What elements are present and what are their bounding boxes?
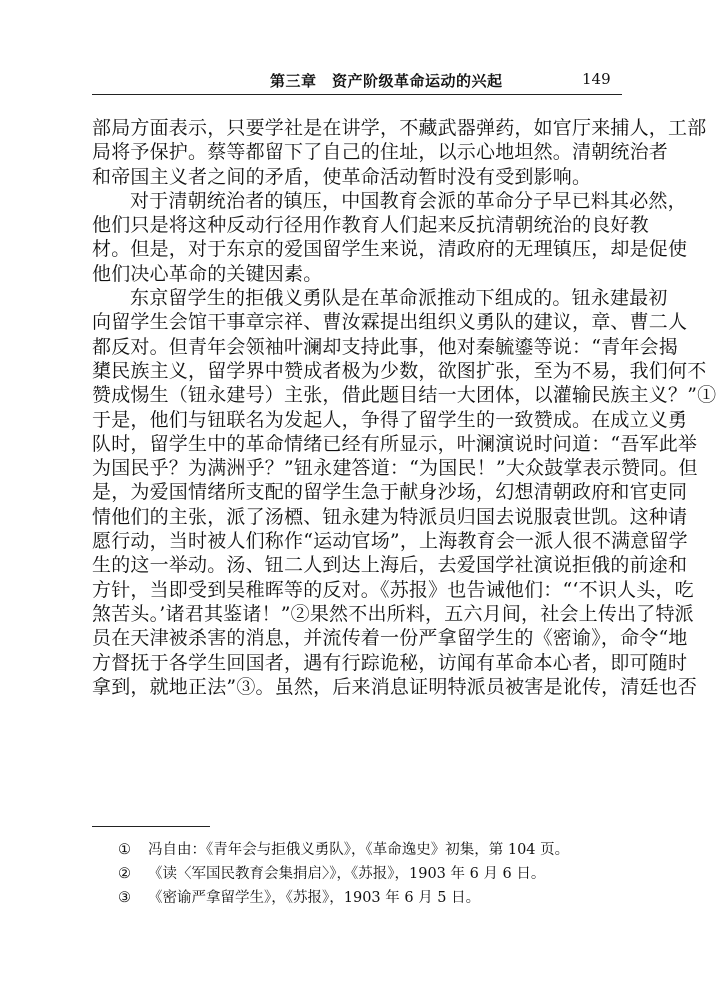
footnote-mark: ③: [118, 890, 131, 906]
text-line: 向留学生会馆干事章宗祥、曹汝霖提出组织义勇队的建议，章、曹二人: [92, 311, 688, 334]
text-line: 队时，留学生中的革命情绪已经有所显示，叶澜演说时问道：“吾军此举: [92, 432, 698, 455]
text-line: 煞苦头。’诸君其鉴诸！”②果然不出所料，五六月间，社会上传出了特派: [92, 602, 694, 625]
text-line: 局将予保护。蔡等都留下了自己的住址，以示心地坦然。清朝统治者: [92, 141, 669, 164]
text-line: 部局方面表示，只要学社是在讲学，不藏武器弹药，如官厅来捕人，工部: [92, 117, 707, 139]
text-line: 他们决心革命的关键因素。: [92, 262, 323, 285]
footnote-rule: [92, 826, 210, 827]
header-rule: [92, 94, 622, 95]
footnote-mark: ①: [118, 842, 131, 858]
text-line: 拿到，就地正法”③。虽然，后来消息证明特派员被害是讹传，清廷也否: [92, 675, 698, 698]
text-line: 员在天津被杀害的消息，并流传着一份严拿留学生的《密谕》，命令“地: [92, 627, 688, 650]
text-line: 方针，当即受到吴稚晖等的反对。《苏报》也告诫他们：“‘不识人头，吃: [92, 578, 694, 601]
text-line: 是，为爱国情绪所支配的留学生急于献身沙场，幻想清朝政府和官吏同: [92, 481, 688, 504]
footnote: [118, 886, 608, 910]
text-line: 方督抚于各学生回国者，遇有行踪诡秘，访闻有革命本心者，即可随时: [92, 651, 688, 674]
footnote-text: 冯自由：《青年会与拒俄义勇队》，《革命逸史》初集，第 104 页。: [148, 842, 570, 858]
text-line: 赞成惕生（钮永建号）主张，借此题目结一大团体，以灌输民族主义？”①: [92, 384, 716, 407]
text-line: 生的这一举动。汤、钮二人到达上海后，去爱国学社演说拒俄的前途和: [92, 554, 688, 577]
text-line: 他们只是将这种反动行径用作教育人们起来反抗清朝统治的良好教: [92, 214, 649, 237]
text-line: 橥民族主义，留学界中赞成者极为少数，欲图扩张，至为不易，我们何不: [92, 359, 707, 382]
running-header: [92, 66, 622, 92]
chapter-title: 第三章 资产阶级革命运动的兴起: [270, 72, 503, 90]
text-line: 都反对。但青年会领袖叶澜却支持此事，他对秦毓鎏等说：“青年会揭: [92, 335, 678, 358]
text-line: 和帝国主义者之间的矛盾，使革命活动暂时没有受到影响。: [92, 165, 592, 188]
footnote: [118, 838, 608, 862]
text-line: 情他们的主张，派了汤槱、钮永建为特派员归国去说服袁世凯。这种请: [92, 505, 688, 528]
text-line: 愿行动，当时被人们称作“运动官场”，上海教育会一派人很不满意留学: [92, 530, 688, 553]
footnote-text: 《读〈军国民教育会集捐启〉》，《苏报》，1903 年 6 月 6 日。: [148, 866, 546, 882]
footnote-text: 《密谕严拿留学生》，《苏报》，1903 年 6 月 5 日。: [148, 890, 481, 906]
body-text: [92, 116, 716, 699]
text-line: 于是，他们与钮联名为发起人，争得了留学生的一致赞成。在成立义勇: [92, 408, 688, 431]
text-line: 为国民乎？为满洲乎？”钮永建答道：“为国民！”大众鼓掌表示赞同。但: [92, 457, 698, 480]
footnote-mark: ②: [118, 866, 131, 882]
text-line: 对于清朝统治者的镇压，中国教育会派的革命分子早已料其必然，: [130, 189, 687, 212]
footnote: [118, 862, 608, 886]
text-line: 东京留学生的拒俄义勇队是在革命派推动下组成的。钮永建最初: [130, 287, 668, 310]
footnotes: [118, 838, 608, 910]
text-line: 材。但是，对于东京的爱国留学生来说，清政府的无理镇压，却是促使: [92, 238, 688, 261]
page-number: 149: [582, 70, 611, 88]
